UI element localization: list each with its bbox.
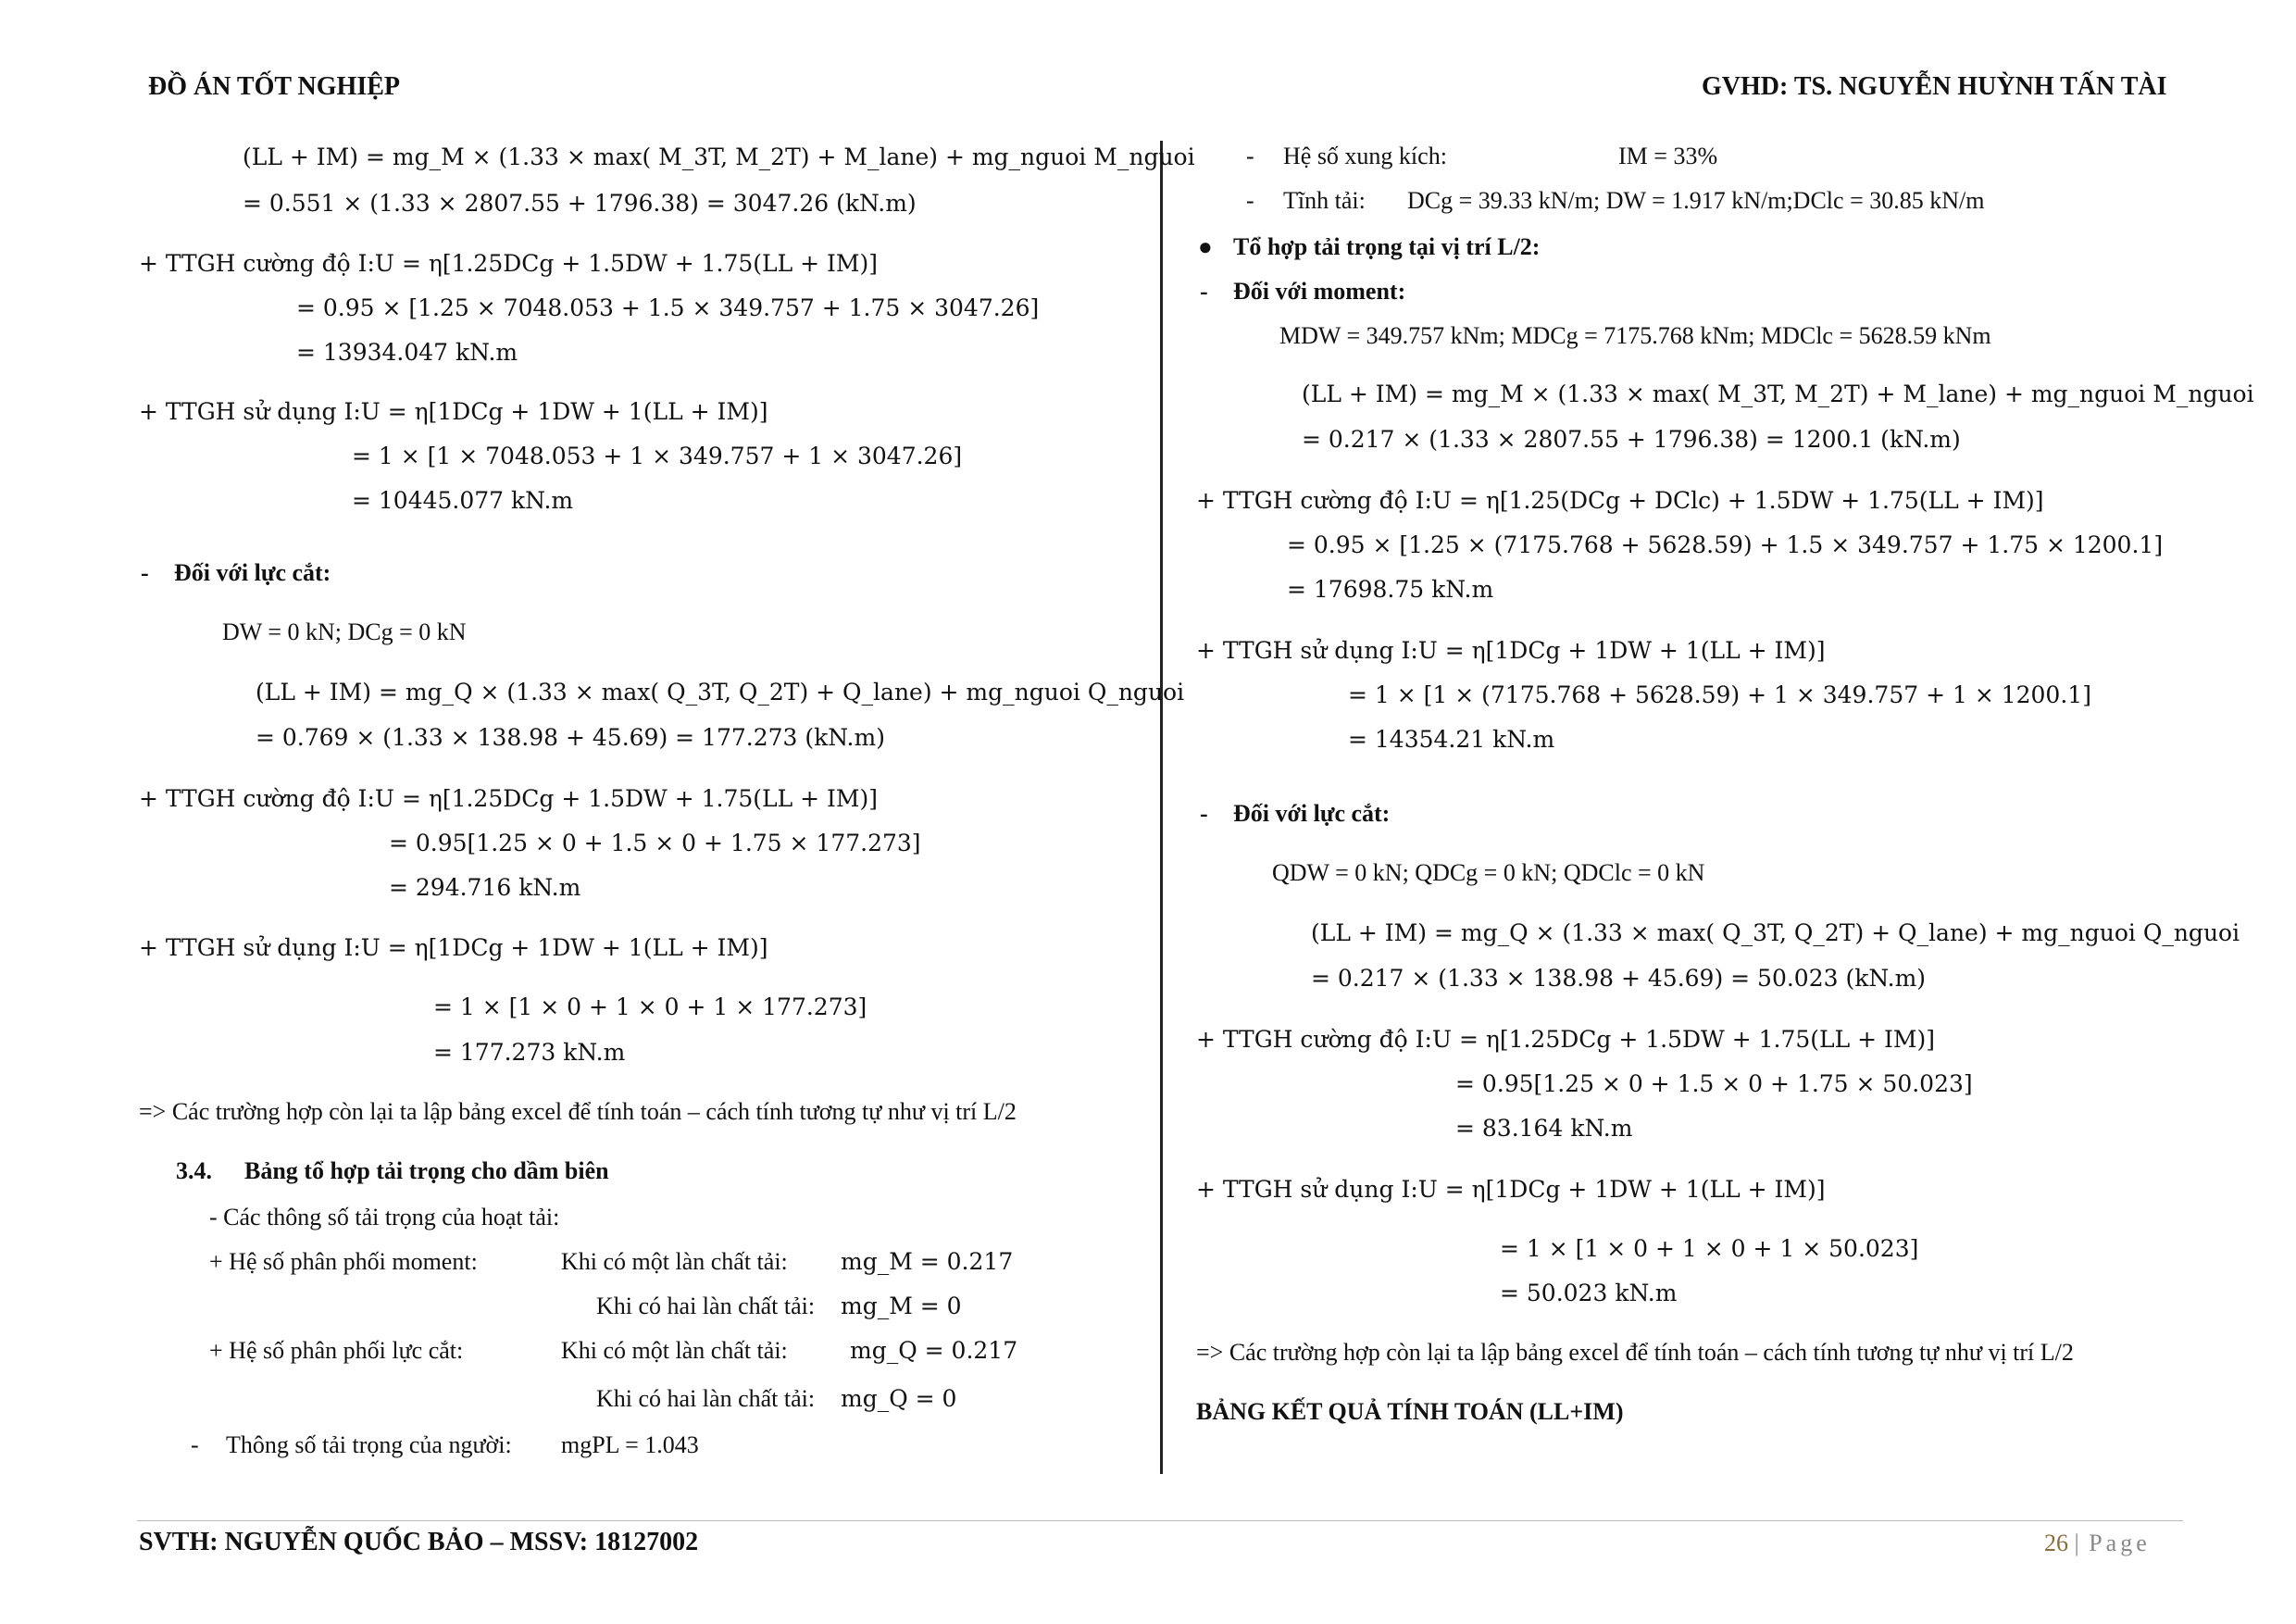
results-table-title: BẢNG KẾT QUẢ TÍNH TOÁN (LL+IM) [1196, 1398, 1624, 1425]
formula-ll-im-shear-right: (LL + IM) = mg_Q × (1.33 × max( Q_3T, Q_2T) + Q_lane) + mg_nguoi Q_nguoi [1311, 919, 2240, 946]
ttgh-service-shear: + TTGH sử dụng I:U = η[1DCg + 1DW + 1(LL + IM)] [139, 934, 768, 961]
ttgh-strength-moment-result: = 13934.047 kN.m [296, 339, 518, 366]
dead-load-values: DCg = 39.33 kN/m; DW = 1.917 kN/m;DClc = 30.85 kN/m [1407, 187, 1985, 214]
ttgh-service-moment-right: + TTGH sử dụng I:U = η[1DCg + 1DW + 1(LL + IM)] [1196, 637, 1826, 664]
moment-dead-loads: MDW = 349.757 kNm; MDCg = 7175.768 kNm; MDClc = 5628.59 kNm [1279, 322, 1991, 349]
shear-dash: - [141, 559, 149, 586]
impact-factor-label: Hệ số xung kích: [1283, 143, 1447, 169]
formula-ll-im-moment-right: (LL + IM) = mg_M × (1.33 × max( M_3T, M_2T) + M_lane) + mg_nguoi M_nguoi [1302, 381, 2254, 407]
ttgh-service-moment: + TTGH sử dụng I:U = η[1DCg + 1DW + 1(LL + IM)] [139, 398, 768, 425]
page-label: Page [2089, 1530, 2151, 1556]
shear-dead-loads: DW = 0 kN; DCg = 0 kN [222, 618, 467, 645]
ttgh-strength-shear-result: = 294.716 kN.m [389, 874, 581, 901]
ttgh-service-shear-right-sub: = 1 × [1 × 0 + 1 × 0 + 1 × 50.023] [1500, 1235, 1919, 1262]
ttgh-service-moment-right-result: = 14354.21 kN.m [1348, 726, 1555, 753]
formula-ll-im-moment-result: = 0.551 × (1.33 × 2807.55 + 1796.38) = 3047.26 (kN.m) [243, 190, 917, 217]
moment-dash: - [1200, 278, 1208, 305]
shear-distribution-label: + Hệ số phân phối lực cắt: [209, 1337, 464, 1364]
formula-ll-im-moment: (LL + IM) = mg_M × (1.33 × max( M_3T, M_2T) + M_lane) + mg_nguoi M_nguoi [243, 144, 1195, 170]
ttgh-service-moment-result: = 10445.077 kN.m [352, 487, 574, 514]
ttgh-service-moment-right-sub: = 1 × [1 × (7175.768 + 5628.59) + 1 × 349.757 + 1 × 1200.1] [1348, 681, 2091, 708]
page-number: 26 [2044, 1530, 2068, 1556]
header-right-title: GVHD: TS. NGUYỄN HUỲNH TẤN TÀI [1702, 72, 2167, 101]
shear-right-dash: - [1200, 800, 1208, 827]
mgpl-value: mgPL = 1.043 [561, 1431, 699, 1458]
shear-right-dead-loads: QDW = 0 kN; QDCg = 0 kN; QDClc = 0 kN [1272, 859, 1705, 886]
mgm-two-lane: mg_M = 0 [841, 1293, 962, 1319]
footer-page [2044, 1531, 2151, 1555]
formula-ll-im-shear-right-result: = 0.217 × (1.33 × 138.98 + 45.69) = 50.023 (kN.m) [1311, 965, 1927, 992]
pedestrian-dash: - [191, 1431, 199, 1458]
mgq-two-lane: mg_Q = 0 [841, 1385, 957, 1412]
ttgh-strength-moment-right: + TTGH cường độ I:U = η[1.25(DCg + DClc) + 1.5DW + 1.75(LL + IM)] [1196, 487, 2044, 514]
column-divider [1160, 141, 1163, 1474]
ttgh-strength-shear-right: + TTGH cường độ I:U = η[1.25DCg + 1.5DW + 1.75(LL + IM)] [1196, 1026, 1936, 1053]
mgq-one-lane: mg_Q = 0.217 [850, 1337, 1018, 1364]
ttgh-strength-moment: + TTGH cường độ I:U = η[1.25DCg + 1.5DW + 1.75(LL + IM)] [139, 250, 879, 277]
dead-load-label: Tĩnh tải: [1283, 187, 1366, 214]
bullet: ● [1198, 233, 1213, 260]
note-excel-left: => Các trường hợp còn lại ta lập bảng excel để tính toán – cách tính tương tự như vị trí L/2 [139, 1098, 1017, 1125]
ttgh-service-shear-sub: = 1 × [1 × 0 + 1 × 0 + 1 × 177.273] [433, 993, 867, 1020]
ttgh-service-shear-result: = 177.273 kN.m [433, 1039, 626, 1066]
ttgh-service-moment-sub: = 1 × [1 × 7048.053 + 1 × 349.757 + 1 × 3047.26] [352, 443, 963, 469]
section-number: 3.4. [176, 1157, 212, 1184]
one-lane-label-moment: Khi có một làn chất tải: [561, 1248, 788, 1275]
impact-dash: - [1246, 143, 1254, 169]
formula-ll-im-shear: (LL + IM) = mg_Q × (1.33 × max( Q_3T, Q_2T) + Q_lane) + mg_nguoi Q_nguoi [256, 679, 1185, 706]
page-separator: | [2074, 1530, 2083, 1556]
ttgh-strength-shear: + TTGH cường độ I:U = η[1.25DCg + 1.5DW + 1.75(LL + IM)] [139, 785, 879, 812]
dead-load-dash: - [1246, 187, 1254, 214]
live-load-params-heading: - Các thông số tải trọng của hoạt tải: [209, 1204, 560, 1230]
note-excel-right: => Các trường hợp còn lại ta lập bảng excel để tính toán – cách tính tương tự như vị trí L/2 [1196, 1339, 2074, 1366]
ttgh-strength-shear-right-result: = 83.164 kN.m [1455, 1115, 1633, 1142]
ttgh-service-shear-right: + TTGH sử dụng I:U = η[1DCg + 1DW + 1(LL + IM)] [1196, 1176, 1826, 1203]
ttgh-strength-moment-right-sub: = 0.95 × [1.25 × (7175.768 + 5628.59) + 1.5 × 349.757 + 1.75 × 1200.1] [1287, 531, 2164, 558]
ttgh-service-shear-right-result: = 50.023 kN.m [1500, 1280, 1678, 1306]
moment-heading: Đối với moment: [1233, 278, 1406, 305]
section-title: Bảng tổ hợp tải trọng cho dầm biên [244, 1157, 609, 1184]
formula-ll-im-shear-result: = 0.769 × (1.33 × 138.98 + 45.69) = 177.273 (kN.m) [256, 724, 885, 751]
ttgh-strength-shear-right-sub: = 0.95[1.25 × 0 + 1.5 × 0 + 1.75 × 50.023] [1455, 1070, 1973, 1097]
pedestrian-params-label: Thông số tải trọng của người: [226, 1431, 512, 1458]
ttgh-strength-moment-sub: = 0.95 × [1.25 × 7048.053 + 1.5 × 349.757 + 1.75 × 3047.26] [296, 294, 1040, 321]
moment-distribution-label: + Hệ số phân phối moment: [209, 1248, 478, 1275]
shear-right-heading: Đối với lực cắt: [1233, 800, 1391, 827]
footer-student-info: SVTH: NGUYỄN QUỐC BẢO – MSSV: 18127002 [139, 1528, 699, 1556]
formula-ll-im-moment-right-result: = 0.217 × (1.33 × 2807.55 + 1796.38) = 1200.1 (kN.m) [1302, 426, 1961, 453]
header-left-title: ĐỒ ÁN TỐT NGHIỆP [148, 72, 401, 101]
one-lane-label-shear: Khi có một làn chất tải: [561, 1337, 788, 1364]
impact-factor-value: IM = 33% [1618, 143, 1718, 169]
ttgh-strength-moment-right-result: = 17698.75 kN.m [1287, 576, 1494, 603]
footer-divider [137, 1520, 2183, 1521]
two-lane-label-shear: Khi có hai làn chất tải: [596, 1385, 816, 1412]
shear-heading: Đối với lực cắt: [174, 559, 331, 586]
ttgh-strength-shear-sub: = 0.95[1.25 × 0 + 1.5 × 0 + 1.75 × 177.273] [389, 830, 921, 856]
two-lane-label-moment: Khi có hai làn chất tải: [596, 1293, 816, 1319]
load-combination-heading: Tổ hợp tải trọng tại vị trí L/2: [1233, 233, 1541, 260]
mgm-one-lane: mg_M = 0.217 [841, 1248, 1014, 1275]
